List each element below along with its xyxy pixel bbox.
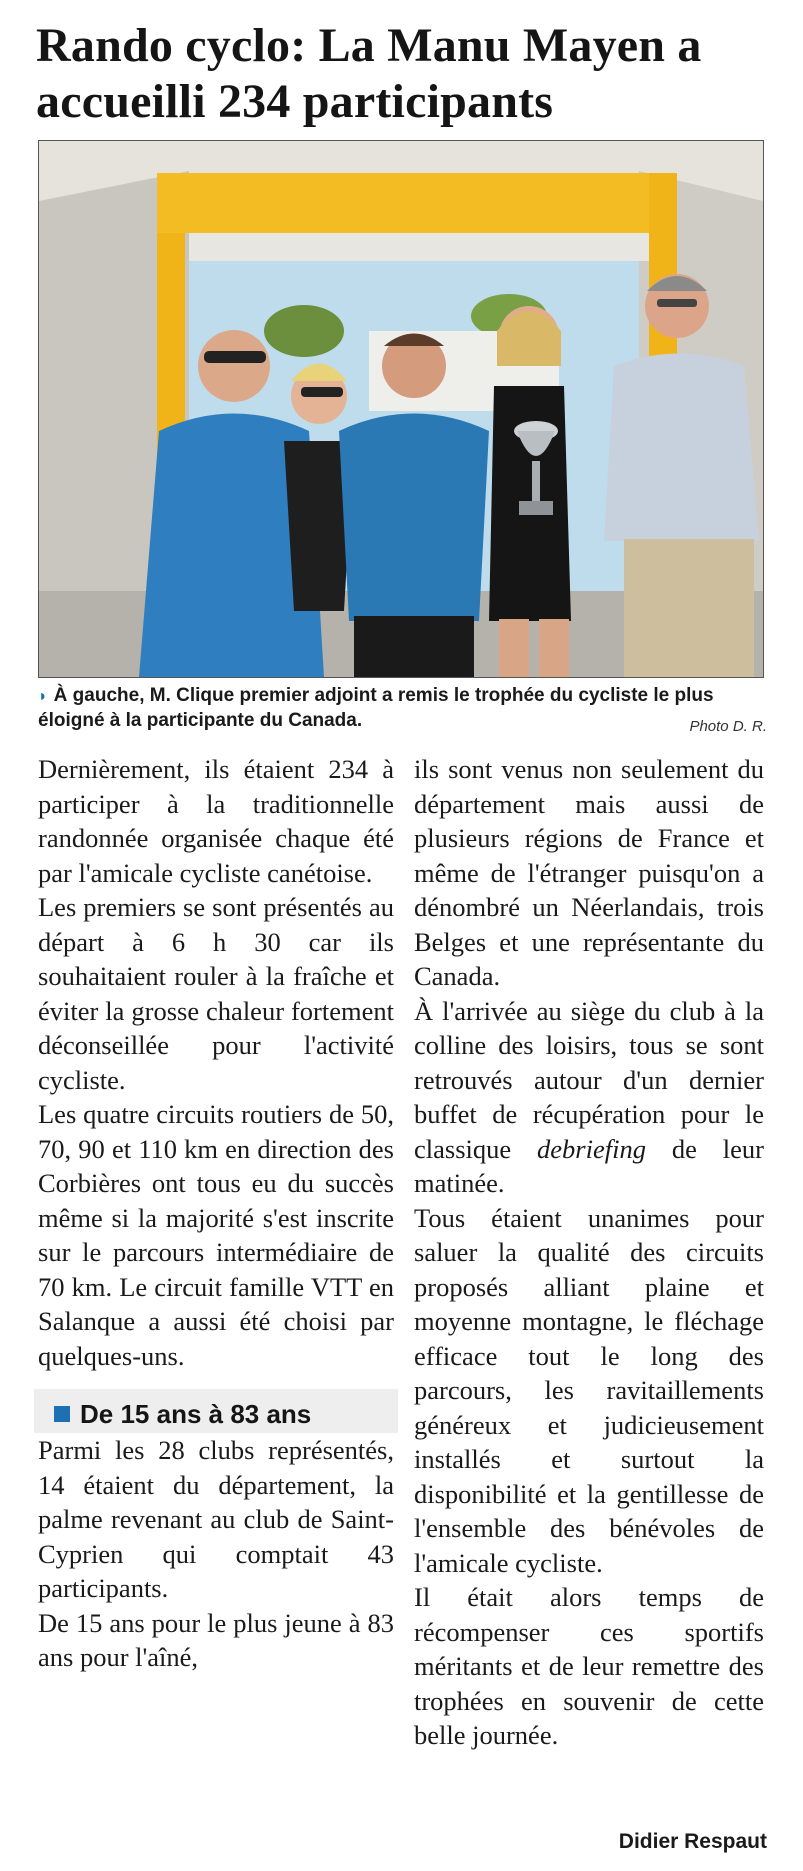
paragraph: Les premiers se sont présentés au départ à 6 h 30 car ils souhaitaient rouler à la fraîche et éviter la grosse chaleur fortement déconseillée pour l'activité cycliste. xyxy=(38,892,394,1095)
paragraph xyxy=(414,994,764,1201)
paragraph: Tous étaient unanimes pour saluer la qualité des circuits proposés alliant plaine et moyenne montagne, le fléchage efficace tout le long des parcours, les ravitaillements généreux et judicieusement installés et surtout la disponibilité et la gentillesse de l'ensemble des bénévoles de l'amicale cycliste. xyxy=(414,1202,764,1578)
paragraph: De 15 ans pour le plus jeune à 83 ans pour l'aîné, xyxy=(38,1607,394,1672)
paragraph-text: À l'arrivée au siège du club à la colline des loisirs, tous se sont retrouvés autour d'un dernier buffet de récupération pour le classique xyxy=(414,995,764,1164)
photo-illustration xyxy=(39,141,763,677)
right-column xyxy=(414,752,764,1753)
paragraph: Parmi les 28 clubs représentés, 14 étaient du département, la palme revenant au club de Saint-Cyprien qui comptait 43 participants. xyxy=(38,1435,394,1603)
subhead-text: De 15 ans à 83 ans xyxy=(80,1399,312,1429)
photo-credit: Photo D. R. xyxy=(689,718,767,735)
italic-word: debriefing xyxy=(537,1133,646,1164)
square-bullet-icon xyxy=(54,1406,70,1422)
caption-text: À gauche, M. Clique premier adjoint a remis le trophée du cycliste le plus éloigné à la participante du Canada. xyxy=(38,685,714,731)
paragraph-text: de leur matinée. xyxy=(414,1133,764,1198)
article-photo xyxy=(38,140,764,678)
paragraph: Il était alors temps de récompenser ces sportifs méritants et de leur remettre des trophées en souvenir de cette belle journée. xyxy=(414,1582,764,1750)
paragraph: Les quatre circuits routiers de 50, 70, 90 et 110 km en direction des Corbières ont tous eu du succès même si la majorité s'est inscrite sur le parcours intermédiaire de 70 km. Le circuit famille VTT en Salanque a aussi été choisi par quelques-uns. xyxy=(38,1099,394,1371)
headline: Rando cyclo: La Manu Mayen a accueilli 234 participants xyxy=(36,19,702,128)
subhead xyxy=(34,1389,398,1433)
paragraph: Dernièrement, ils étaient 234 à participer à la traditionnelle randonnée organisée chaque été par l'amicale cycliste canétoise. xyxy=(38,754,394,888)
photo-caption xyxy=(38,684,766,733)
left-column xyxy=(38,752,394,1675)
author-signature: Didier Respaut xyxy=(618,1830,767,1853)
caption-bullet-icon: ◗ xyxy=(38,688,48,705)
paragraph: ils sont venus non seulement du département mais aussi de plusieurs régions de France et même de l'étranger puisqu'on a dénombré un Néerlandais, trois Belges et une représentante du Canada. xyxy=(414,754,764,991)
